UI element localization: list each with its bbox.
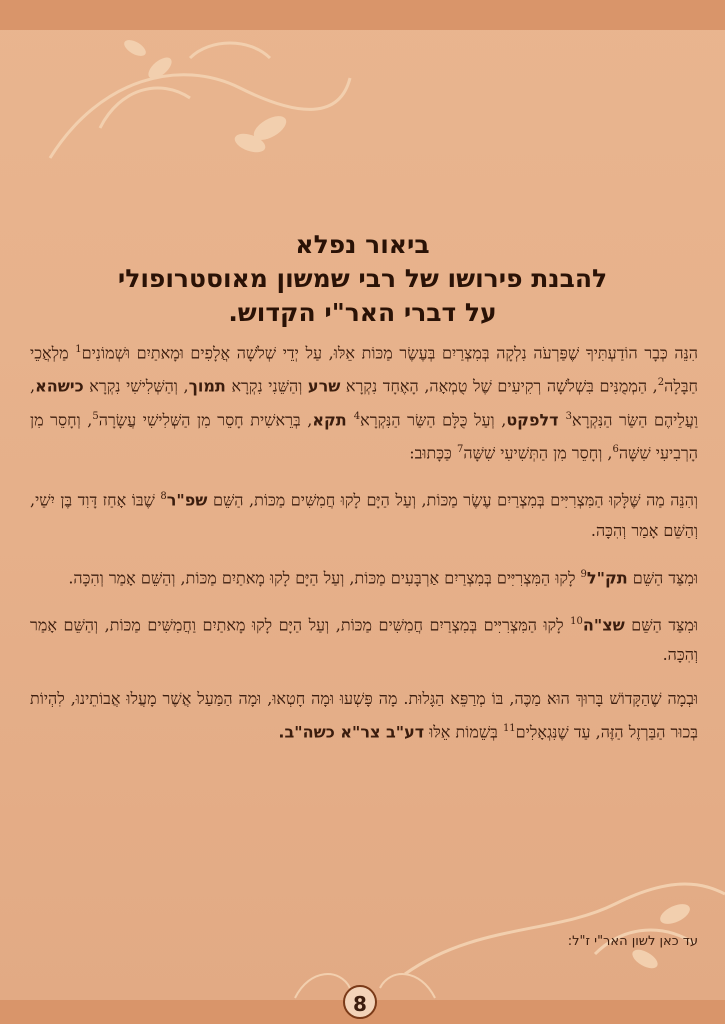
bold-term: שרע: [307, 376, 341, 396]
footnote-marker: 6: [612, 443, 619, 455]
main-text: [30, 335, 698, 762]
text-segment: , בְּרֵאשִׁית חָסֵר מִן הַשְּׁלִישִׁי עֲשָׂרָה: [98, 409, 313, 429]
footnote-marker: 5: [92, 410, 99, 422]
footer-note: עד כאן לשון האר"י ז"ל:: [567, 934, 698, 949]
text-segment: הִנֵּה כְּבָר הוֹדַעְתִּיךָ שֶׁפַּרְעֹה נִלְקָה בְּמִצְרַיִם בְּעֶשֶׂר מַכּוֹת אֵלּוּ, עַל יְדֵי שְׁלֹשָׁה אֲלָפִים וּמָאתַיִם וּשְׁמוֹנִים: [81, 343, 699, 363]
text-segment: שֶׁבּוֹ אָחַז דָּוִד בֶּן יִשַׁי, וְהַשֵּׁם אָמַר וְהִכָּה.: [30, 490, 698, 540]
footnote-marker: 9: [580, 568, 587, 580]
bold-term: דלפקט: [506, 409, 566, 429]
text-segment: וּמִצַּד הַשֵּׁם: [627, 567, 698, 587]
text-segment: וְהַשֵּׁנִי נִקְרָא: [225, 376, 308, 396]
footnote-marker: 10: [570, 615, 583, 627]
paragraph: [30, 607, 698, 670]
footnote-marker: 2: [657, 377, 665, 389]
bold-term: תמוך: [188, 376, 226, 396]
text-segment: , וְחָסֵר מִן הַתְּשִׁיעִי שִׁשָּׁה: [463, 443, 613, 463]
text-segment: , הַמְמֻנִּים בִּשְׁלֹשָׁה רְקִיעִים שֶׁל טֻמְאָה, הָאֶחָד נִקְרָא: [340, 376, 658, 396]
text-segment: וּבְמָה שֶׁהַקָּדוֹשׁ בָּרוּךְ הוּא מַכֶּה, בּוֹ מְרַפֵּא הַגָּלוּת. מָה פָּשְׁעוּ וּמָה חָטְאוּ, וּמָה הַמַּעַל אֲשֶׁר מָעֲלוּ אֲבוֹתֵינוּ, לִהְיוֹת בְּכוּר הַבַּרְזֶל הַזֶּה, עַד שֶׁנִּגְאָלִים: [30, 689, 698, 742]
text-segment: מַלְאֲכֵי חַבָּלָה: [30, 343, 698, 396]
footnote-marker: 1: [75, 344, 82, 355]
paragraph: [30, 482, 698, 545]
text-segment: כַּכָּתוּב:: [409, 443, 457, 463]
bold-term: שצ"ה: [582, 615, 625, 635]
paragraph: [30, 684, 698, 747]
paragraph: [30, 560, 698, 593]
bold-term: דע"ב צר"א כשה"ב.: [278, 722, 425, 742]
footnote-marker: 11: [502, 723, 516, 735]
text-segment: , וַעֲלֵיהֶם הַשַּׂר הַנִּקְרָא: [30, 376, 699, 429]
text-segment: וְהִנֵּה מַה שֶּׁלָּקוּ הַמִּצְרִיִּים בְּמִצְרַיִם עֶשֶׂר מַכּוֹת, וְעַל הַיָּם לָקוּ חֲמִשִּׁים מַכּוֹת, הַשֵּׁם: [207, 490, 699, 510]
floral-ornament-top-left: [40, 18, 360, 168]
text-segment: , וְחָסֵר מִן הָרְבִיעִי שִׁשָּׁה: [30, 409, 698, 463]
bold-term: תקא: [312, 409, 354, 429]
text-segment: בְּשֵׁמוֹת אֵלּוּ: [424, 722, 503, 742]
text-segment: , וְהַשְּׁלִישִׁי נִקְרָא: [83, 376, 189, 396]
footnote-marker: 4: [353, 410, 361, 422]
bold-term: שפ"ר: [166, 490, 208, 510]
footnote-marker: 3: [565, 410, 573, 422]
title-line-2: להבנת פירושו של רבי שמשון מאוסטרופולי: [117, 264, 608, 293]
bold-term: כישהא: [35, 376, 84, 396]
text-segment: לָקוּ הַמִּצְרִיִּים בְּמִצְרַיִם אַרְבָּעִים מַכּוֹת, וְעַל הַיָּם לָקוּ מָאתַיִם מַכּוֹת, וְהַשֵּׁם אָמַר וְהִכָּה.: [68, 567, 581, 587]
footnote-marker: 8: [160, 491, 167, 503]
title-block: [60, 228, 665, 330]
footnote-marker: 7: [456, 443, 464, 455]
title-line-3: על דברי האר"י הקדוש.: [228, 298, 497, 327]
text-segment: , וְעַל כֻּלָּם הַשַּׂר הַנִּקְרָא: [360, 409, 507, 429]
text-segment: וּמִצַּד הַשֵּׁם: [624, 615, 699, 635]
bold-term: תק"ל: [586, 567, 628, 587]
text-segment: לָקוּ הַמִּצְרִיִּים בְּמִצְרַיִם חֲמִשִּׁים מַכּוֹת, וְעַל הַיָּם לָקוּ מָאתַיִם וַחֲמִשִּׁים מַכּוֹת, וְהַשֵּׁם אָמַר וְהִכָּה.: [30, 615, 698, 665]
title-line-1: ביאור נפלא: [295, 230, 430, 259]
paragraph: [30, 335, 698, 468]
floral-ornament-bottom-right: [395, 864, 725, 984]
page-number: 8: [343, 985, 377, 1019]
